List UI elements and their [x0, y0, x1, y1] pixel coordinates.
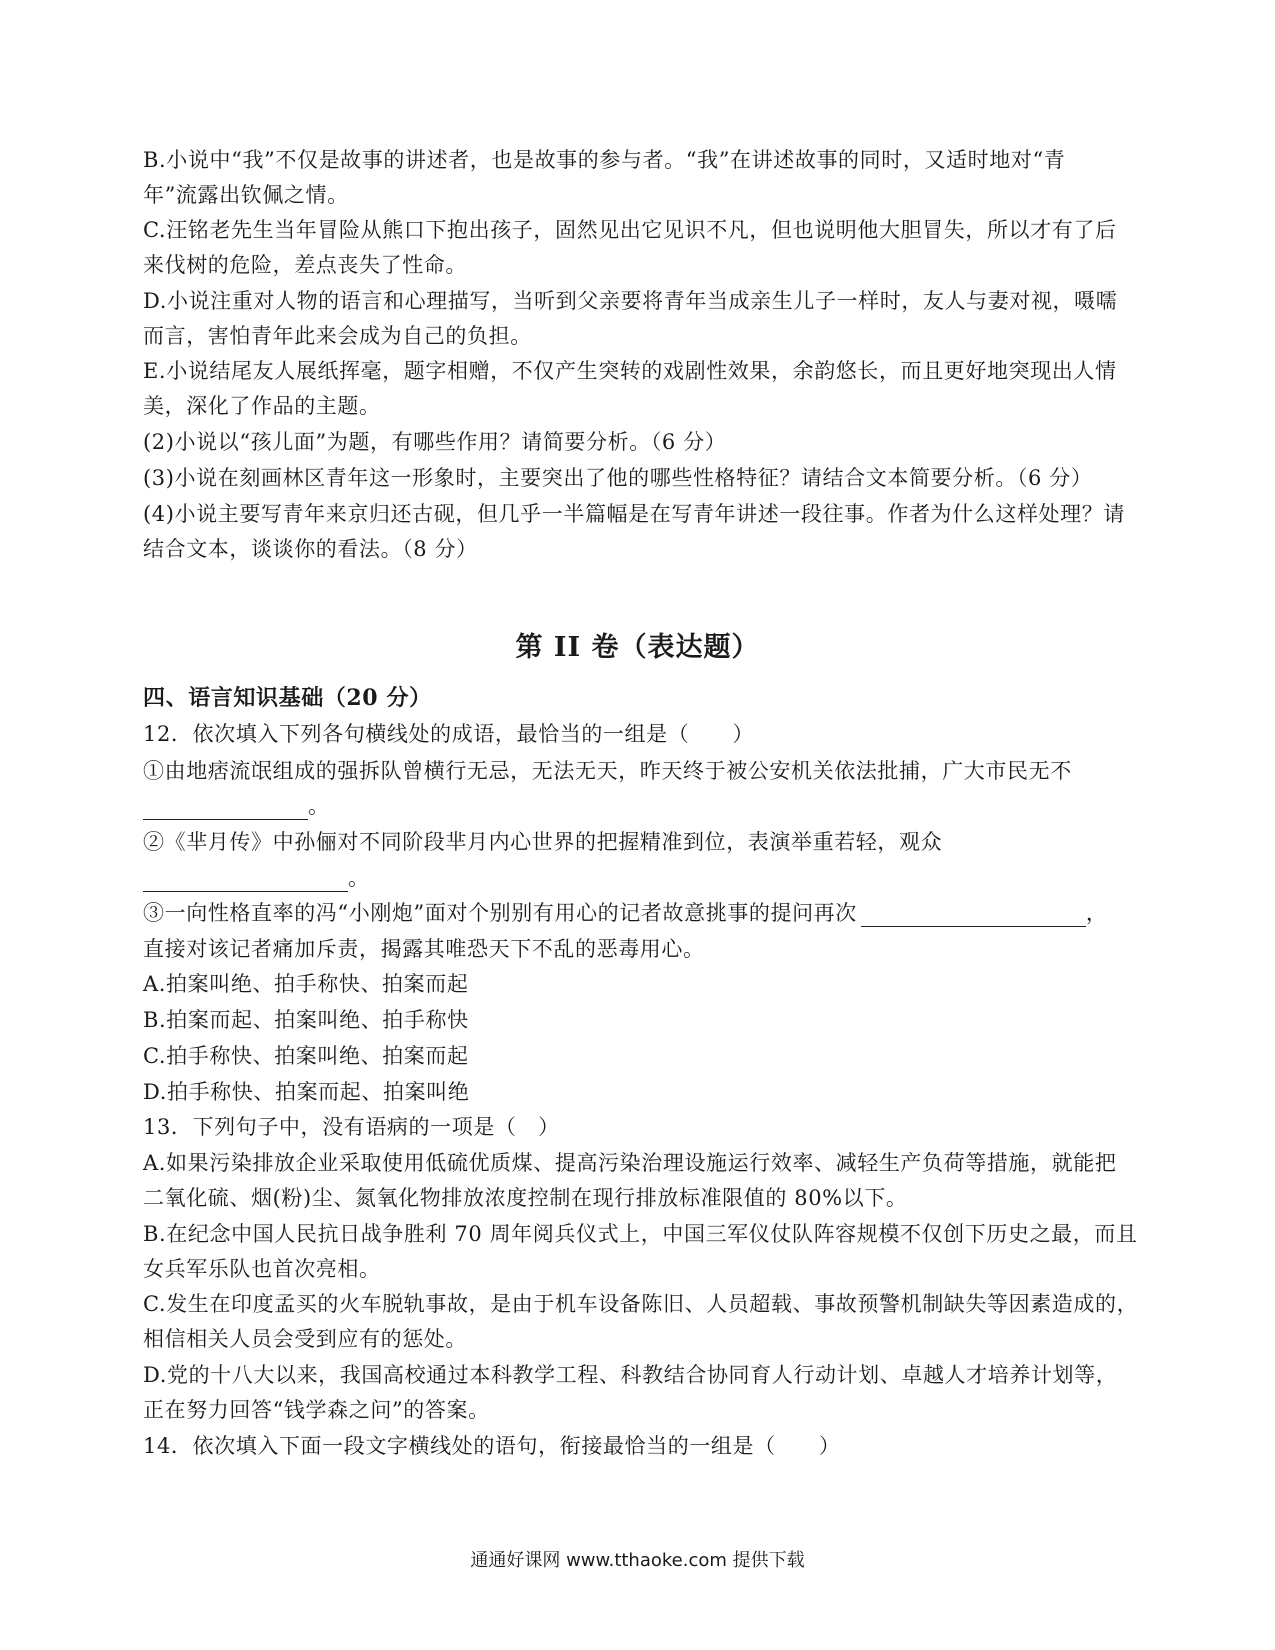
option-d: D.党的十八大以来，我国高校通过本科教学工程、科教结合协同育人行动计划、卓越人才培养计划等，: [143, 1363, 1118, 1387]
text-line: 美，深化了作品的主题。: [143, 394, 381, 418]
question-14: 14．依次填入下面一段文字横线处的语句，衔接最恰当的一组是（ ）: [143, 1434, 841, 1458]
option-a: A.如果污染排放企业采取使用低硫优质煤、提高污染治理设施运行效率、减轻生产负荷等措施，就能把: [143, 1151, 1117, 1175]
option-c: C.发生在印度孟买的火车脱轨事故，是由于机车设备陈旧、人员超载、事故预警机制缺失等因素造成的，: [143, 1292, 1139, 1316]
text-line: 年”流露出钦佩之情。: [143, 183, 349, 207]
option-b-cont: 女兵军乐队也首次亮相。: [143, 1257, 381, 1281]
option-c-cont: 相信相关人员会受到应有的惩处。: [143, 1327, 467, 1351]
text-line: B.小说中“我”不仅是故事的讲述者，也是故事的参与者。“我”在讲述故事的同时，又适时地对“青: [143, 148, 1066, 172]
sentence-2-blank-line: [143, 864, 1133, 892]
section-heading: 四、语言知识基础（20 分）: [143, 685, 432, 711]
fill-blank: [861, 904, 1086, 927]
sentence-3-cont: 直接对该记者痛加斥责，揭露其唯恐天下不乱的恶毒用心。: [143, 937, 705, 961]
option-a-cont: 二氧化硫、烟(粉)尘、氮氧化物排放浓度控制在现行排放标准限值的 80%以下。: [143, 1186, 908, 1210]
fill-blank: [143, 869, 348, 892]
fill-blank: [143, 797, 308, 820]
section-title: 第 II 卷（表达题）: [515, 632, 760, 663]
option-d-cont: 正在努力回答“钱学森之问”的答案。: [143, 1398, 490, 1422]
sentence-1-blank-line: [143, 792, 1133, 820]
page-footer: 通通好课网 www.tthaoke.com 提供下载: [470, 1550, 805, 1571]
sentence-3-line: [143, 899, 1133, 927]
option-b: B.拍案而起、拍案叫绝、拍手称快: [143, 1008, 469, 1032]
sentence-2-end: 。: [348, 866, 370, 890]
question-line: (3)小说在刻画林区青年这一形象时，主要突出了他的哪些性格特征？请结合文本简要分析。（6 分）: [143, 466, 1093, 490]
question-line: 结合文本，谈谈你的看法。（8 分）: [143, 537, 478, 561]
question-12: 12．依次填入下列各句横线处的成语，最恰当的一组是（ ）: [143, 722, 755, 746]
sentence-3: ③一向性格直率的冯“小刚炮”面对个别别有用心的记者故意挑事的提问再次: [143, 901, 857, 925]
option-c: C.拍手称快、拍案叫绝、拍案而起: [143, 1044, 469, 1068]
question-line: (2)小说以“孩儿面”为题，有哪些作用？请简要分析。（6 分）: [143, 430, 727, 454]
text-line: E.小说结尾友人展纸挥毫，题字相赠，不仅产生突转的戏剧性效果，余韵悠长，而且更好地突现出人情: [143, 359, 1117, 383]
text-line: D.小说注重对人物的语言和心理描写，当听到父亲要将青年当成亲生儿子一样时，友人与妻对视，嗫嚅: [143, 289, 1118, 313]
option-b: B.在纪念中国人民抗日战争胜利 70 周年阅兵仪式上，中国三军仪仗队阵容规模不仅创下历史之最，而且: [143, 1222, 1138, 1246]
sentence-2: ②《芈月传》中孙俪对不同阶段芈月内心世界的把握精准到位，表演举重若轻，观众: [143, 830, 943, 854]
text-line: C.汪铭老先生当年冒险从熊口下抱出孩子，固然见出它见识不凡，但也说明他大胆冒失，所以才有了后: [143, 218, 1117, 242]
text-line: 来伐树的危险，差点丧失了性命。: [143, 253, 467, 277]
question-13: 13．下列句子中，没有语病的一项是（ ）: [143, 1115, 560, 1139]
option-d: D.拍手称快、拍案而起、拍案叫绝: [143, 1080, 470, 1104]
sentence-3-end: ，: [1085, 901, 1108, 925]
sentence-1-end: 。: [308, 794, 330, 818]
question-line: (4)小说主要写青年来京归还古砚，但几乎一半篇幅是在写青年讲述一段往事。作者为什么这样处理？请: [143, 502, 1125, 526]
text-line: 而言，害怕青年此来会成为自己的负担。: [143, 324, 532, 348]
option-a: A.拍案叫绝、拍手称快、拍案而起: [143, 972, 469, 996]
sentence-1: ①由地痞流氓组成的强拆队曾横行无忌，无法无天，昨天终于被公安机关依法批捕，广大市民无不: [143, 759, 1072, 783]
